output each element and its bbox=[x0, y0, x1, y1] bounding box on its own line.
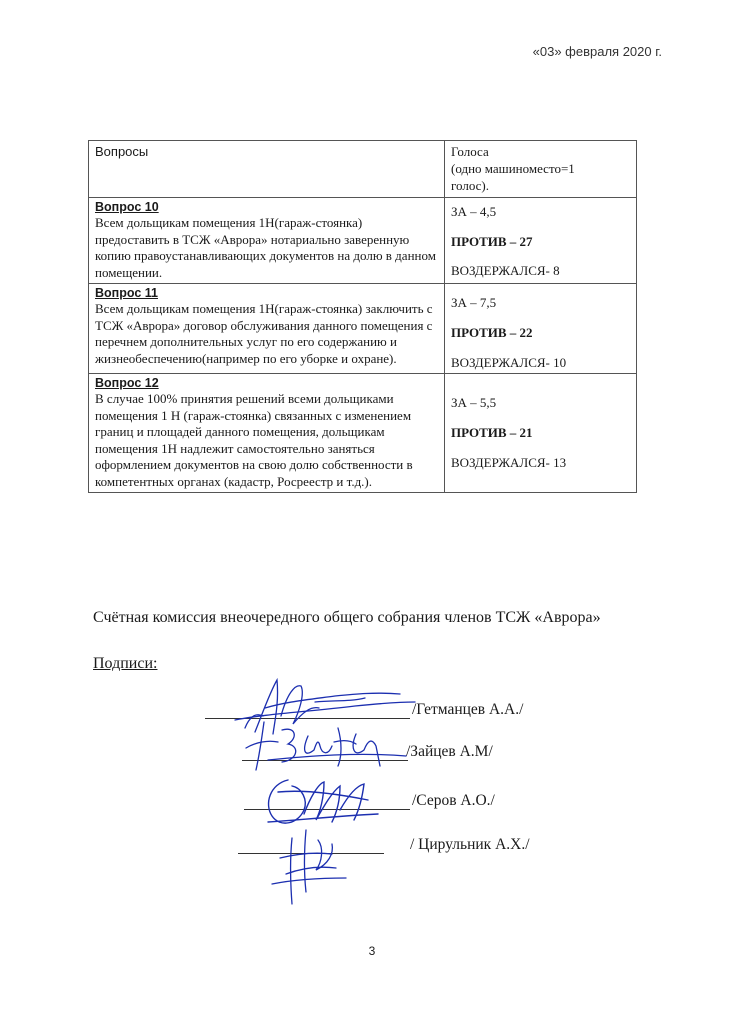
table-row bbox=[89, 374, 637, 493]
votes-against: ПРОТИВ – 21 bbox=[451, 425, 533, 440]
question-cell bbox=[89, 284, 445, 374]
document-date: «03» февраля 2020 г. bbox=[532, 44, 662, 59]
commission-title: Счётная комиссия внеочередного общего собрания членов ТСЖ «Аврора» bbox=[93, 609, 601, 626]
votes-cell bbox=[445, 374, 637, 493]
signatures-label: Подписи: bbox=[93, 655, 158, 672]
signatory-name: / Цирульник А.Х./ bbox=[410, 836, 530, 853]
signature-tsirulnik-image bbox=[262, 818, 362, 910]
signatory-name: /Серов А.О./ bbox=[412, 792, 495, 809]
question-title: Вопрос 11 bbox=[95, 286, 158, 300]
question-text: Всем дольщикам помещения 1Н(гараж-стоянка) предоставить в ТСЖ «Аврора» нотариально заверенную копию правоустанавливающих документов на долю в данном помещении. bbox=[95, 215, 436, 280]
votes-abstained: ВОЗДЕРЖАЛСЯ- 13 bbox=[451, 455, 567, 470]
votes-for: ЗА – 7,5 bbox=[451, 295, 497, 310]
question-text: Всем дольщикам помещения 1Н(гараж-стоянка) заключить с ТСЖ «Аврора» договор обслуживания данного помещения с перечнем дополнительных услуг по его содержанию и жизнеобеспечению(например по его уборке и охране). bbox=[95, 301, 433, 366]
header-votes bbox=[445, 141, 637, 198]
votes-cell bbox=[445, 284, 637, 374]
votes-abstained: ВОЗДЕРЖАЛСЯ- 8 bbox=[451, 263, 560, 278]
votes-against: ПРОТИВ – 22 bbox=[451, 325, 533, 340]
votes-for: ЗА – 5,5 bbox=[451, 395, 497, 410]
votes-against: ПРОТИВ – 27 bbox=[451, 234, 533, 249]
question-title: Вопрос 12 bbox=[95, 376, 159, 390]
header-questions: Вопросы bbox=[89, 141, 445, 198]
header-votes-text: Голоса (одно машиноместо=1 голос). bbox=[451, 144, 575, 193]
votes-abstained: ВОЗДЕРЖАЛСЯ- 10 bbox=[451, 355, 567, 370]
question-title: Вопрос 10 bbox=[95, 200, 159, 214]
votes-cell bbox=[445, 198, 637, 284]
votes-table bbox=[88, 140, 637, 493]
page-number: 3 bbox=[368, 944, 376, 958]
table-header-row bbox=[89, 141, 637, 198]
question-cell bbox=[89, 374, 445, 493]
signature-zaitsev-image bbox=[238, 716, 413, 774]
votes-for: ЗА – 4,5 bbox=[451, 204, 497, 219]
question-text: В случае 100% принятия решений всеми дольщиками помещения 1 Н (гараж-стоянка) связанных с изменением границ и площадей данного помещения, дольщикам помещения 1Н надлежит самостоятельно заняться оформлением документов на свою долю собственности в компетентных органах (кадастр, Росреестр и т.д.). bbox=[95, 391, 413, 489]
table-row bbox=[89, 284, 637, 374]
question-cell bbox=[89, 198, 445, 284]
signatory-name: /Гетманцев А.А./ bbox=[412, 701, 524, 718]
table-row bbox=[89, 198, 637, 284]
signatory-name: /Зайцев А.М/ bbox=[406, 743, 493, 760]
